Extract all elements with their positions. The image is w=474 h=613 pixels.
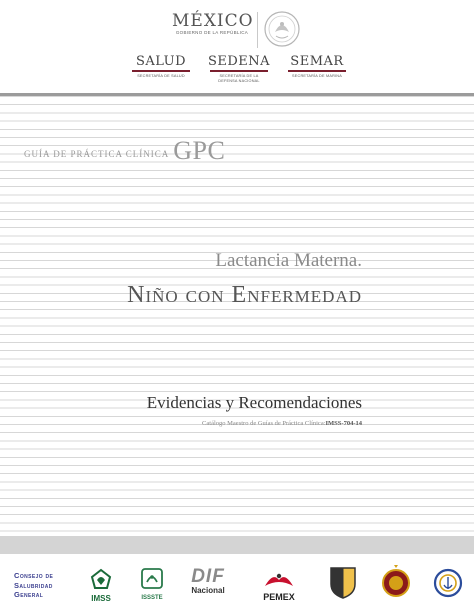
guide-acronym: GPC (173, 136, 226, 165)
pemex-eagle-icon (257, 570, 301, 588)
document-subtitle: Niño con Enfermedad (127, 282, 362, 308)
catalog-text: Catálogo Maestro de Guías de Práctica Clínica: (202, 420, 326, 427)
dif-logo (188, 567, 228, 595)
consejo-salubridad-logo (14, 571, 53, 600)
imss-eagle-icon (88, 568, 114, 590)
footer (0, 554, 474, 613)
agency-subtitle: SECRETARÍA DE SALUD (137, 74, 185, 78)
consejo-line: General (14, 590, 44, 599)
consejo-line: Salubridad (14, 580, 53, 590)
guide-label-row (24, 136, 225, 166)
agency-subtitle: SECRETARÍA DE MARINA (292, 74, 342, 78)
imss-label: IMSS (91, 594, 111, 603)
issste-emblem-icon (138, 568, 166, 590)
military-crest-icon (381, 565, 411, 601)
header-divider (257, 12, 258, 48)
bottom-band (0, 536, 474, 554)
dif-label: DIF (191, 566, 225, 587)
agency-subtitle: SECRETARÍA DE LA DEFENSA NACIONAL (218, 74, 260, 83)
consejo-line: Consejo de (14, 571, 54, 580)
pemex-logo (257, 570, 301, 602)
imss-logo (88, 568, 114, 603)
agency-underline (132, 70, 190, 72)
agency-sedena (204, 55, 274, 84)
header (0, 0, 474, 96)
agency-underline (210, 70, 268, 72)
government-subtitle: GOBIERNO DE LA REPÚBLICA (175, 30, 249, 35)
guide-label: GUÍA DE PRÁCTICA CLÍNICA (24, 149, 170, 159)
issste-label: ISSSTE (141, 595, 163, 601)
section-heading: Evidencias y Recomendaciones (146, 393, 362, 412)
agency-name: SALUD (135, 54, 187, 69)
institutional-shield-icon (329, 566, 357, 600)
dif-sublabel: Nacional (191, 586, 225, 595)
agency-name: SEMAR (290, 54, 344, 69)
national-seal-icon (263, 10, 301, 48)
pemex-label: PEMEX (263, 592, 295, 602)
issste-logo (138, 568, 166, 602)
agency-underline (288, 70, 346, 72)
catalog-line (202, 420, 362, 427)
mexico-government-mark (172, 12, 252, 35)
agency-salud (126, 55, 196, 79)
catalog-code: IMSS-704-14 (325, 420, 362, 427)
country-name: MÉXICO (172, 11, 254, 31)
agency-name: SEDENA (207, 54, 271, 69)
agency-semar (282, 55, 352, 79)
document-title: Lactancia Materna. (215, 250, 362, 271)
naval-seal-icon (433, 565, 463, 601)
